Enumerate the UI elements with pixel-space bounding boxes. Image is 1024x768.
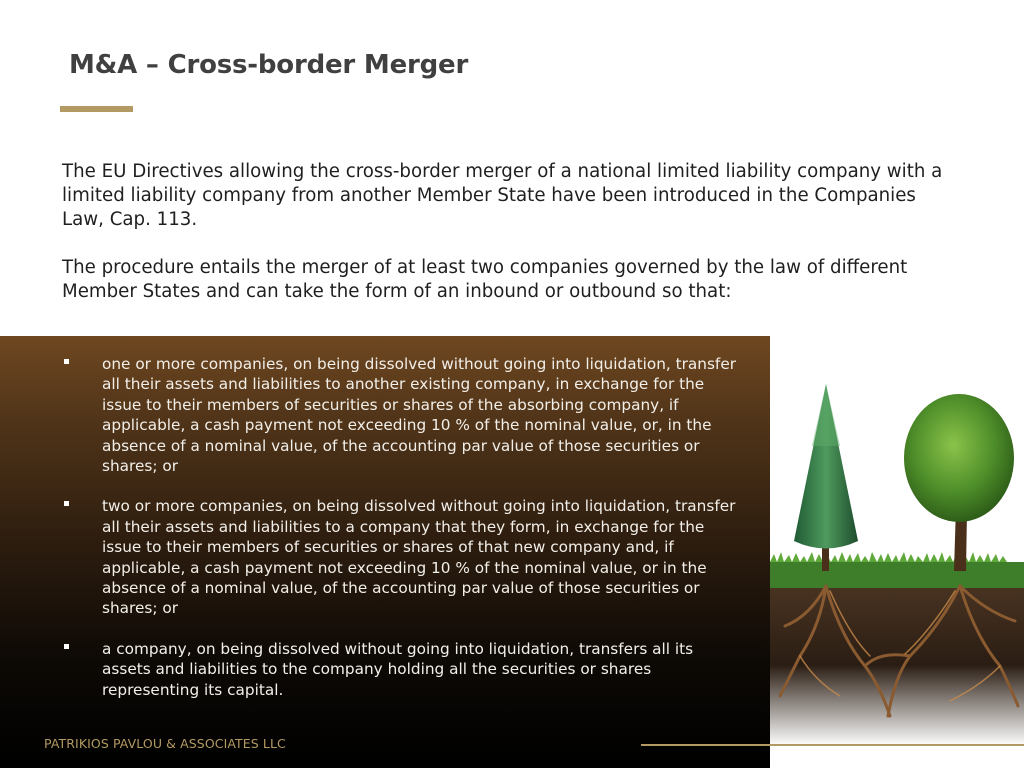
square-bullet-icon [64,359,69,364]
footer-company-name: PATRIKIOS PAVLOU & ASSOCIATES LLC [44,736,286,751]
bullet-text: one or more companies, on being dissolved without going into liquidation, transfer all their assets and liabilities to another existing company, in exchange for the issue to their members of securities or shares of the absorbing company, if applicable, a cash payment not exceeding 10 % of the nominal value, or, in the absence of a nominal value, of the accounting par value of those securities or shares; or [102,355,737,476]
intro-paragraph-1: The EU Directives allowing the cross-border merger of a national limited liability company with a limited liability company from another Member State have been introduced in the Companies Law, Cap. 113. [62,161,943,230]
bullet-list [62,354,742,720]
trees-roots-handshake-image [770,336,1024,746]
intro-text [62,160,962,328]
bullet-item [62,354,742,476]
slide-title: M&A – Cross-border Merger [69,50,469,80]
intro-paragraph-2: The procedure entails the merger of at least two companies governed by the law of different Member States and can take the form of an inbound or outbound so that: [62,257,908,302]
bullet-item [62,639,742,700]
title-accent-bar [60,106,133,112]
bullet-text: two or more companies, on being dissolved without going into liquidation, transfer all their assets and liabilities to a company that they form, in exchange for the issue to their members of securities or shares of that new company and, if applicable, a cash payment not exceeding 10 % of the nominal value, or in the absence of a nominal value, of the accounting par value of those securities or shares; or [102,497,736,618]
footer-accent-line [641,744,1024,746]
square-bullet-icon [64,644,69,649]
square-bullet-icon [64,501,69,506]
bullet-item [62,496,742,618]
bullet-text: a company, on being dissolved without going into liquidation, transfers all its assets and liabilities to the company holding all the securities or shares representing its capital. [102,639,694,699]
